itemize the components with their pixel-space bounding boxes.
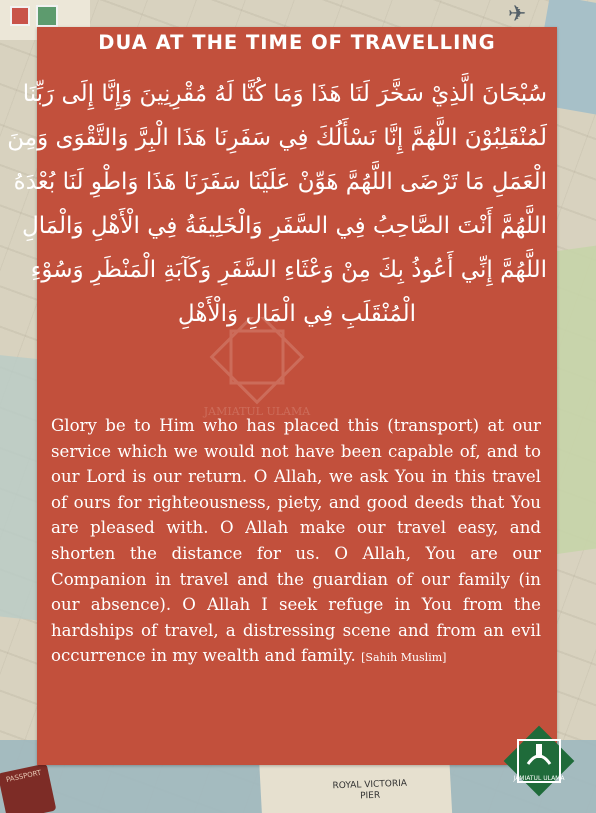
arabic-line: اللَّهُمَّ إِنِّي أَعُوذُ بِكَ مِنْ وَعْثَاءِ السَّفَرِ وَكَآبَةِ الْمَنْظَرِ وَسُوْءِ (30, 257, 547, 283)
watermark-label: JAMIATUL ULAMA (203, 405, 311, 418)
hadith-reference: [Sahih Muslim] (361, 651, 447, 665)
logo-label: JAMIATUL ULAMA (513, 775, 565, 782)
pier-label-line-2: PIER (359, 790, 381, 802)
arabic-line: الْمُنْقَلَبِ فِي الْمَالِ وَالْأَهْلِ (177, 301, 417, 327)
arabic-line: الْعَمَلِ مَا تَرْضَى اللَّهُمَّ هَوِّنْ عَلَيْنَا سَفَرَنَا هَذَا وَاطْوِ لَنَا بُعْدَهُ (13, 169, 547, 195)
stamp-icon (10, 6, 30, 26)
translation-text: Glory be to Him who has placed this (transport) at our service which we would not have been capable of, and to our Lord is our return. O Allah, we ask You in this travel of ours for righteousness, piety, and good deeds that You are pleased with. O Allah make our travel easy, and shorten the distance for us. O Allah, You are our Companion in travel and the guardian of our family (in our absence). O Allah I seek refuge in You from the hardships of travel, a distressing scene and from an evil occurrence in my wealth and family. (51, 416, 541, 666)
pier-label-line-1: ROYAL VICTORIA (332, 778, 408, 792)
arabic-line: لَمُنْقَلِبُوْنَ اللَّهُمَّ إِنَّا نَسْأَلُكَ فِي سَفَرِنَا هَذَا الْبِرَّ وَالتَّقْوَى وَمِنَ (7, 125, 547, 151)
dua-panel (7, 27, 557, 765)
english-translation (51, 413, 541, 671)
passport-label: PASSPORT (5, 768, 43, 784)
passport-icon (0, 763, 56, 813)
jamiatul-ulama-logo-icon (496, 718, 582, 804)
arabic-dua-text (7, 72, 547, 336)
airplane-icon: ✈ (508, 2, 527, 27)
map-pier-label (305, 778, 436, 805)
arabic-line: سُبْحَانَ الَّذِيْ سَخَّرَ لَنَا هَذَا وَمَا كُنَّا لَهُ مُقْرِنِينَ وَإِنَّا إِلَى رَبِّنَا (22, 81, 547, 107)
mosque-emblem-icon (187, 317, 327, 427)
arabic-line: اللَّهُمَّ أَنْتَ الصَّاحِبُ فِي السَّفَرِ وَالْخَلِيفَةُ فِي الْأَهْلِ وَالْمَالِ (22, 213, 547, 239)
page-title: DUA AT THE TIME OF TRAVELLING (98, 31, 496, 54)
stamp-icon (36, 5, 58, 27)
